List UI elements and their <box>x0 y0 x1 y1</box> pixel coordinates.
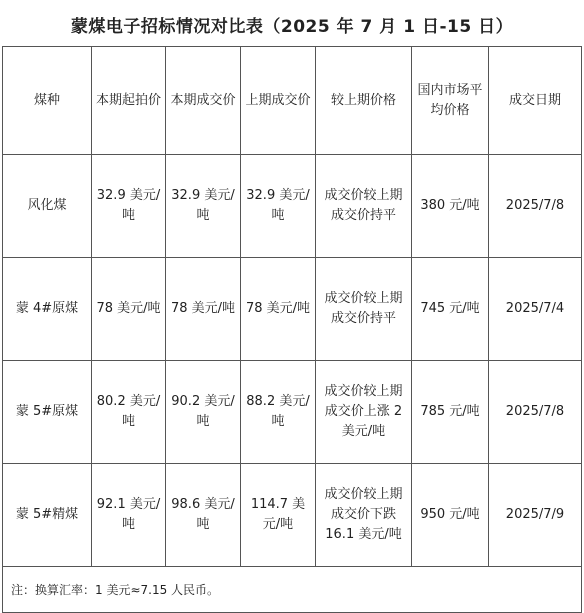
cell-deal-date: 2025/7/4 <box>489 258 582 361</box>
header-deal-date: 成交日期 <box>489 47 582 155</box>
header-deal-price: 本期成交价 <box>166 47 241 155</box>
cell-coal-type: 风化煤 <box>3 155 92 258</box>
cell-coal-type: 蒙 5#精煤 <box>3 464 92 567</box>
cell-prev-deal-price: 32.9 美元/吨 <box>241 155 316 258</box>
cell-coal-type: 蒙 4#原煤 <box>3 258 92 361</box>
cell-coal-type: 蒙 5#原煤 <box>3 361 92 464</box>
header-start-price: 本期起拍价 <box>92 47 166 155</box>
cell-domestic-avg: 380 元/吨 <box>412 155 489 258</box>
cell-start-price: 80.2 美元/吨 <box>92 361 166 464</box>
cell-domestic-avg: 785 元/吨 <box>412 361 489 464</box>
cell-domestic-avg: 950 元/吨 <box>412 464 489 567</box>
cell-deal-price: 78 美元/吨 <box>166 258 241 361</box>
cell-price-change: 成交价较上期成交价持平 <box>316 155 412 258</box>
table-title: 蒙煤电子招标情况对比表（2025 年 7 月 1 日-15 日） <box>70 17 514 37</box>
cell-deal-date: 2025/7/8 <box>489 361 582 464</box>
cell-price-change: 成交价较上期成交价持平 <box>316 258 412 361</box>
table-row <box>3 464 582 567</box>
table-row <box>3 361 582 464</box>
cell-deal-price: 32.9 美元/吨 <box>166 155 241 258</box>
cell-deal-price: 98.6 美元/吨 <box>166 464 241 567</box>
cell-deal-date: 2025/7/8 <box>489 155 582 258</box>
table-row <box>3 258 582 361</box>
table-row <box>3 155 582 258</box>
header-coal-type: 煤种 <box>3 47 92 155</box>
cell-price-change: 成交价较上期成交价下跌 16.1 美元/吨 <box>316 464 412 567</box>
cell-deal-date: 2025/7/9 <box>489 464 582 567</box>
cell-deal-price: 90.2 美元/吨 <box>166 361 241 464</box>
header-price-change: 较上期价格 <box>316 47 412 155</box>
exchange-rate-note: 注：换算汇率：1 美元≈7.15 人民币。 <box>3 567 582 613</box>
cell-domestic-avg: 745 元/吨 <box>412 258 489 361</box>
cell-prev-deal-price: 88.2 美元/吨 <box>241 361 316 464</box>
header-prev-deal-price: 上期成交价 <box>241 47 316 155</box>
bid-comparison-table <box>2 46 582 613</box>
header-domestic-avg: 国内市场平均价格 <box>412 47 489 155</box>
cell-prev-deal-price: 114.7 美元/吨 <box>241 464 316 567</box>
cell-prev-deal-price: 78 美元/吨 <box>241 258 316 361</box>
header-row <box>3 47 582 155</box>
cell-start-price: 32.9 美元/吨 <box>92 155 166 258</box>
cell-start-price: 92.1 美元/吨 <box>92 464 166 567</box>
note-row <box>3 567 582 613</box>
cell-price-change: 成交价较上期成交价上涨 2 美元/吨 <box>316 361 412 464</box>
cell-start-price: 78 美元/吨 <box>92 258 166 361</box>
